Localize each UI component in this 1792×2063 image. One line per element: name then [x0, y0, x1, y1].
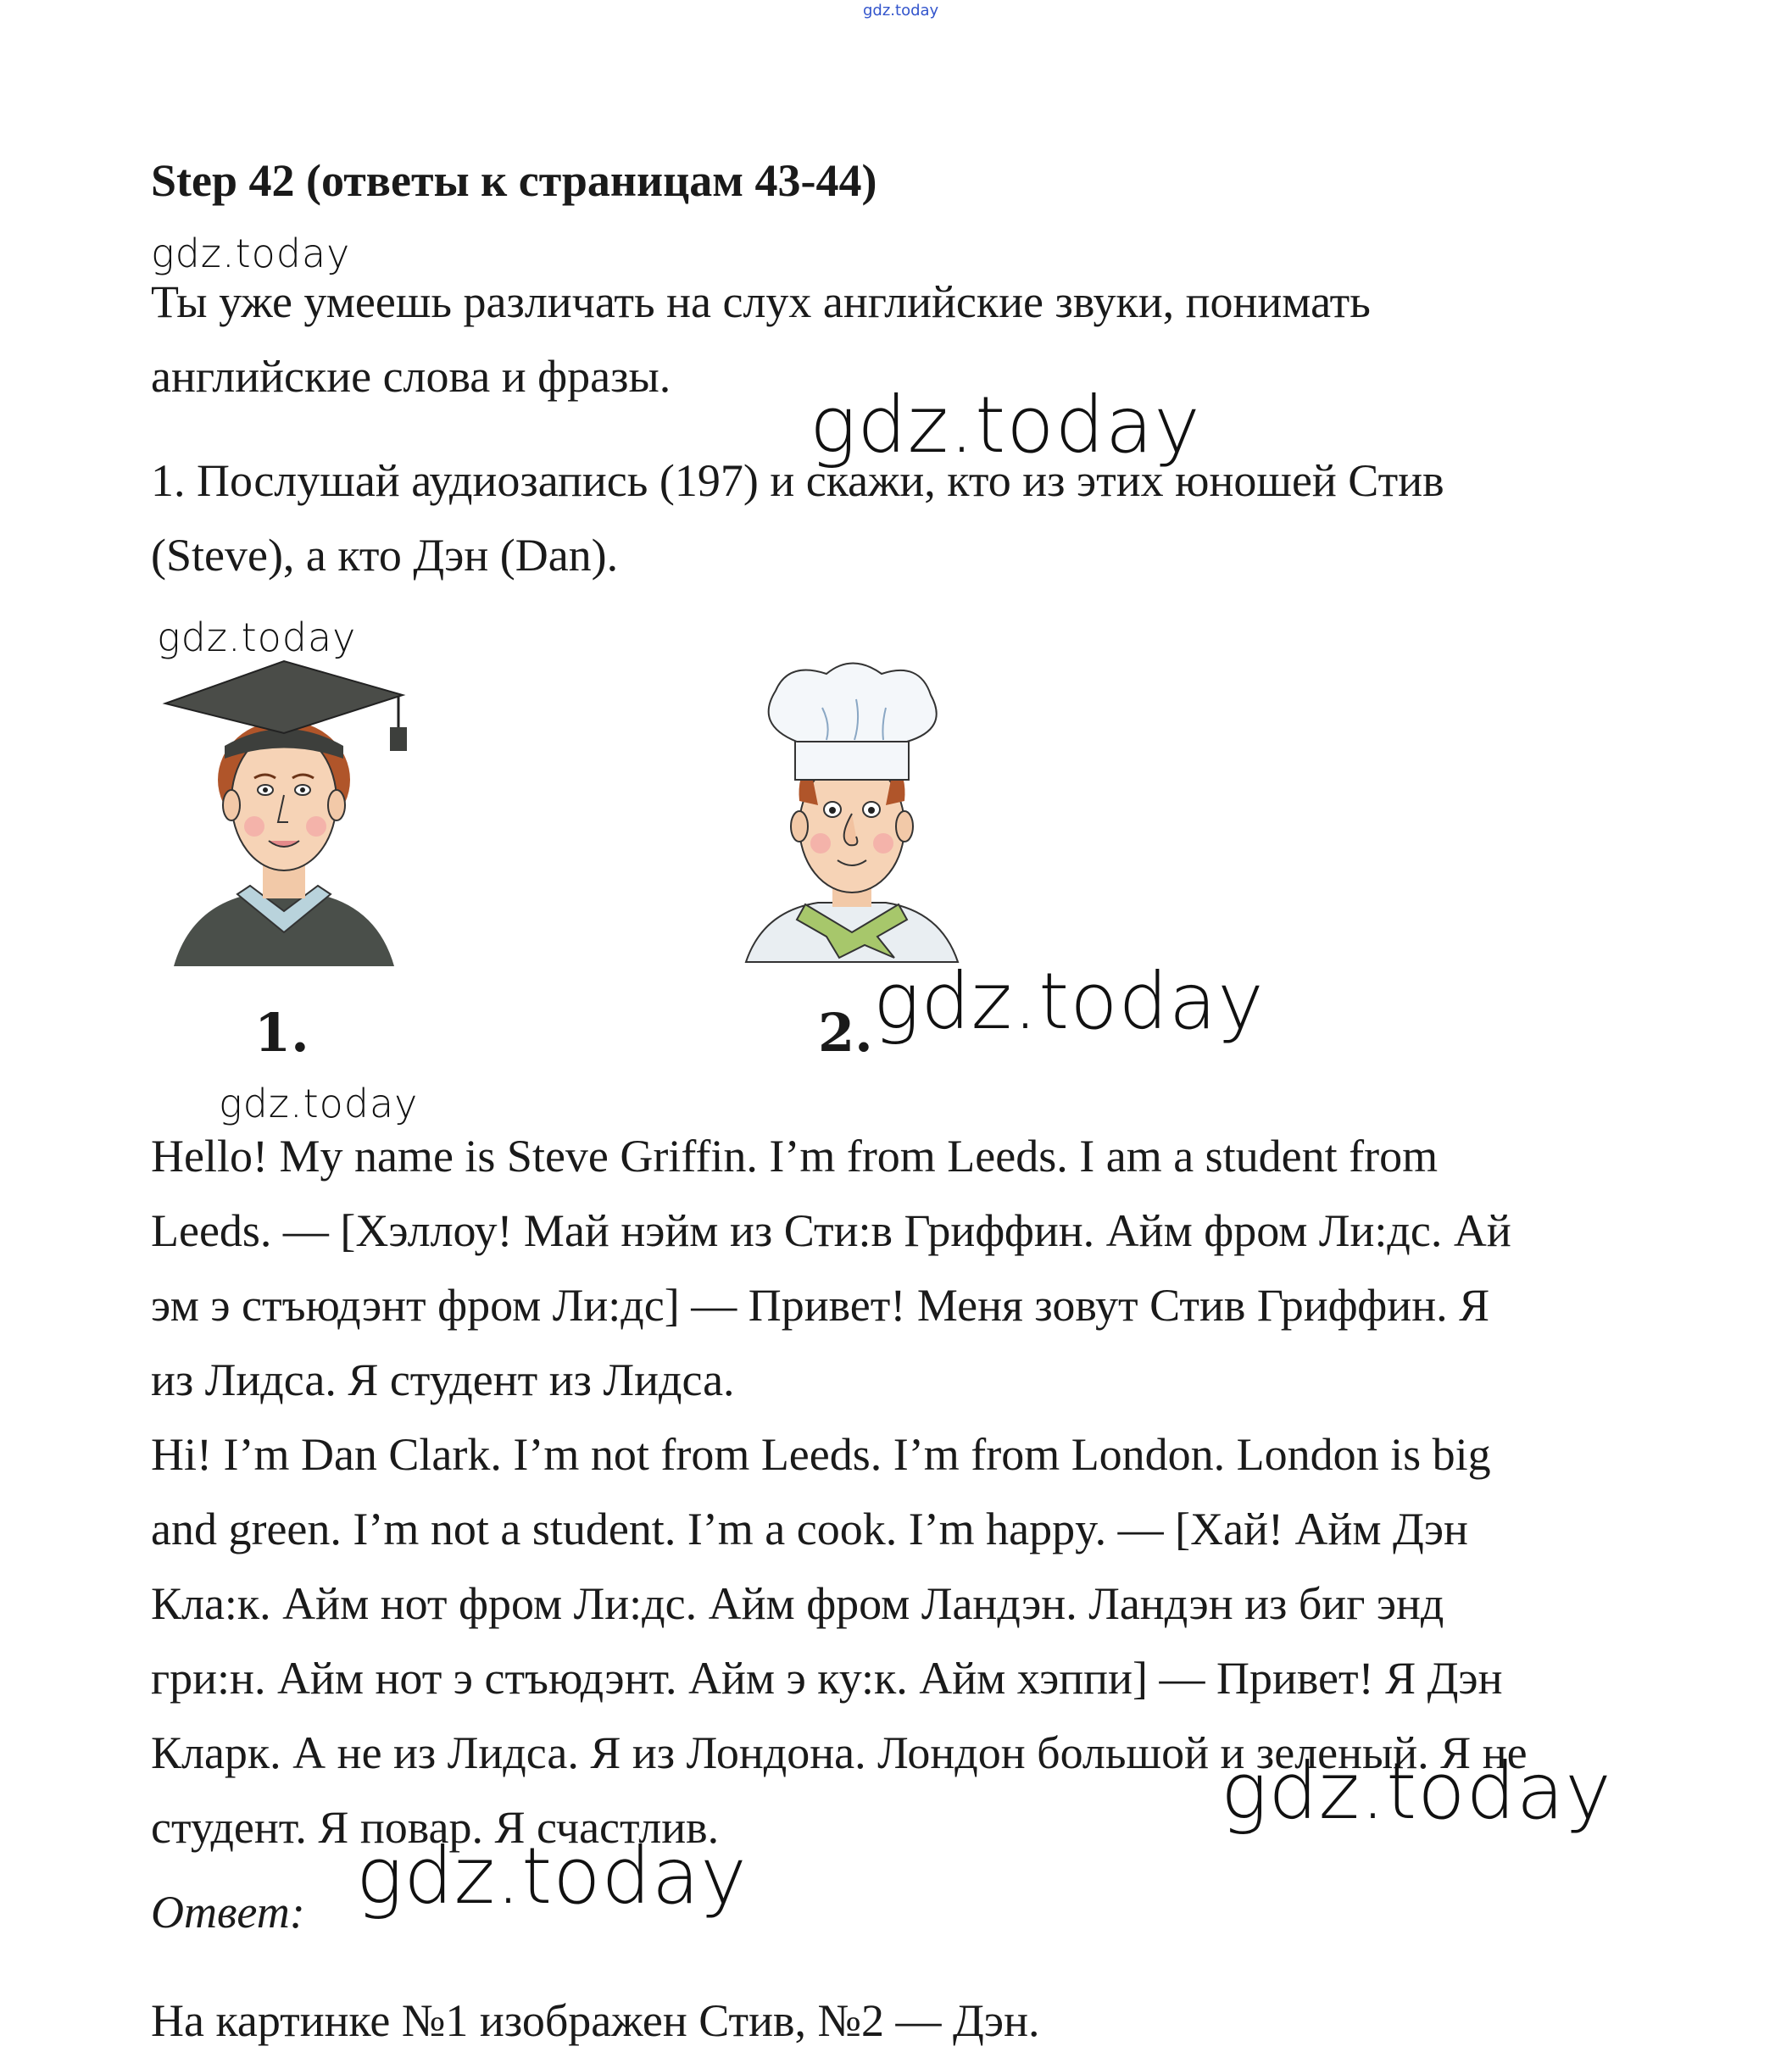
answer-label: Ответ:	[151, 1887, 305, 1938]
watermark-large-4: gdz.today	[356, 1831, 748, 1921]
intro-line-2: английские слова и фразы.	[151, 351, 671, 402]
watermark-small-2: gdz.today	[157, 614, 357, 660]
task-line-1: 1. Послушай аудиозапись (197) и скажи, кто из этих юношей Стив	[151, 455, 1444, 506]
watermark-small-1: gdz.today	[151, 231, 351, 276]
page-title: Step 42 (ответы к страницам 43-44)	[151, 155, 877, 206]
intro-line-1: Ты уже умеешь различать на слух английские звуки, понимать	[151, 276, 1371, 327]
picture-2-number: 2.	[818, 1002, 873, 1064]
watermark-large-3: gdz.today	[1221, 1746, 1612, 1837]
body-line-3: эм э стъюдэнт фром Ли:дс] — Привет! Меня зовут Стив Гриффин. Я	[151, 1280, 1490, 1331]
body-line-8: гри:н. Айм нот э стъюдэнт. Айм э ку:к. Айм хэппи] — Привет! Я Дэн	[151, 1653, 1503, 1704]
watermark-large-2: gdz.today	[873, 956, 1265, 1047]
task-line-2: (Steve), а кто Дэн (Dan).	[151, 530, 619, 581]
body-line-2: Leeds. — [Хэллоу! Май нэйм из Сти:в Гриффин. Айм фром Ли:дс. Ай	[151, 1205, 1511, 1256]
answer-text: На картинке №1 изображен Стив, №2 — Дэн.	[151, 1995, 1040, 2046]
body-line-7: Кла:к. Айм нот фром Ли:дс. Айм фром Ландэн. Ландэн из биг энд	[151, 1578, 1444, 1629]
body-line-4: из Лидса. Я студент из Лидса.	[151, 1354, 735, 1405]
body-line-5: Hi! I’m Dan Clark. I’m not from Leeds. I’m from London. London is big	[151, 1429, 1491, 1480]
student-illustration	[157, 653, 411, 975]
top-watermark: gdz.today	[863, 2, 939, 19]
watermark-large-1: gdz.today	[810, 380, 1201, 470]
body-line-9: Кларк. А не из Лидса. Я из Лондона. Лондон большой и зеленый. Я не	[151, 1727, 1528, 1778]
body-line-1: Hello! My name is Steve Griffin. I’m from Leeds. I am a student from	[151, 1131, 1439, 1182]
cook-illustration	[737, 657, 966, 970]
body-line-6: and green. I’m not a student. I’m a cook. I’m happy. — [Хай! Айм Дэн	[151, 1504, 1468, 1554]
watermark-small-3: gdz.today	[219, 1081, 419, 1126]
body-line-10: студент. Я повар. Я счастлив.	[151, 1802, 720, 1853]
picture-1-number: 1.	[254, 1002, 309, 1064]
